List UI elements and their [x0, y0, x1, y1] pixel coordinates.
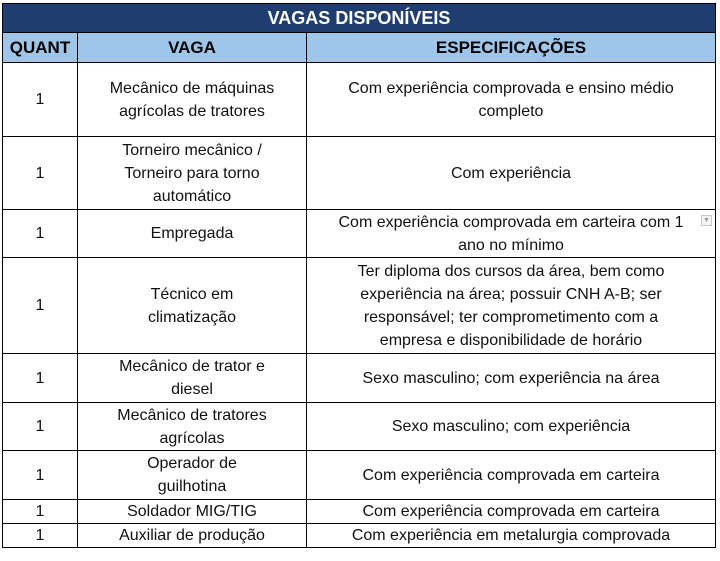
cell-especificacoes: Ter diploma dos cursos da área, bem como experiência na área; possuir CNH A-B; ser responsável; ter comprometimento com a empresa e disponibilidade de horário [307, 258, 716, 354]
table-row [3, 500, 716, 524]
cell-quant: 1 [3, 63, 78, 137]
cell-quant: 1 [3, 500, 78, 524]
cell-especificacoes: Com experiência comprovada em carteira [307, 451, 716, 500]
cell-especificacoes: Sexo masculino; com experiência na área [307, 354, 716, 403]
cell-quant: 1 [3, 258, 78, 354]
cell-quant: 1 [3, 354, 78, 403]
table-title: VAGAS DISPONÍVEIS [3, 4, 716, 33]
cell-quant: 1 [3, 524, 78, 548]
table-row [3, 354, 716, 403]
cell-vaga: Mecânico de máquinas agrícolas de tratores [78, 63, 307, 137]
table-row [3, 524, 716, 548]
table-row [3, 403, 716, 451]
dropdown-arrow-icon[interactable]: ▼ [701, 215, 712, 226]
header-especificacoes: ESPECIFICAÇÕES [307, 33, 716, 63]
cell-quant: 1 [3, 403, 78, 451]
job-openings-table [2, 3, 716, 548]
title-row [3, 4, 716, 33]
cell-vaga: Técnico em climatização [78, 258, 307, 354]
cell-quant: 1 [3, 451, 78, 500]
cell-especificacoes: Com experiência comprovada e ensino médio completo [307, 63, 716, 137]
cell-especificacoes: Com experiência em metalurgia comprovada [307, 524, 716, 548]
header-row [3, 33, 716, 63]
header-quant: QUANT [3, 33, 78, 63]
table-row [3, 451, 716, 500]
cell-quant: 1 [3, 137, 78, 210]
header-vaga: VAGA [78, 33, 307, 63]
cell-quant: 1 [3, 210, 78, 258]
table-row [3, 137, 716, 210]
cell-vaga: Auxiliar de produção [78, 524, 307, 548]
cell-vaga: Mecânico de tratores agrícolas [78, 403, 307, 451]
cell-vaga: Soldador MIG/TIG [78, 500, 307, 524]
cell-especificacoes: Sexo masculino; com experiência [307, 403, 716, 451]
job-openings-sheet [2, 3, 715, 548]
cell-vaga: Empregada [78, 210, 307, 258]
table-row [3, 63, 716, 137]
cell-vaga: Torneiro mecânico / Torneiro para torno automático [78, 137, 307, 210]
cell-vaga: Mecânico de trator e diesel [78, 354, 307, 403]
cell-especificacoes: Com experiência [307, 137, 716, 210]
cell-especificacoes: Com experiência comprovada em carteira com 1 ano no mínimo [307, 210, 716, 258]
table-row [3, 258, 716, 354]
cell-vaga: Operador de guilhotina [78, 451, 307, 500]
cell-especificacoes: Com experiência comprovada em carteira [307, 500, 716, 524]
table-row [3, 210, 716, 258]
